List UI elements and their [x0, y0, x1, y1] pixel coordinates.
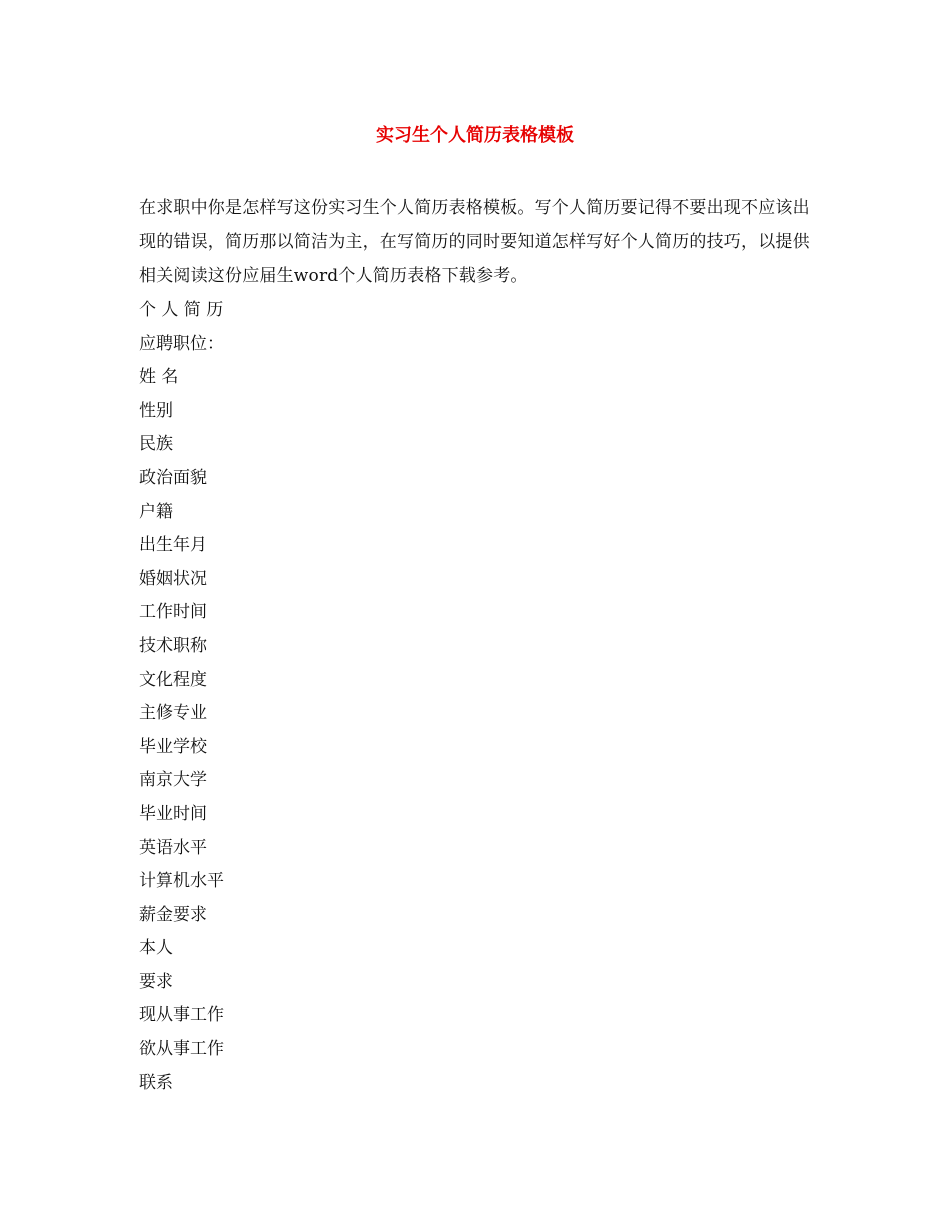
list-item: 政治面貌	[139, 467, 207, 488]
list-item: 欲从事工作	[139, 1039, 224, 1060]
list-item: 文化程度	[139, 669, 207, 690]
resume-field-list	[139, 294, 224, 1100]
list-item: 技术职称	[139, 635, 207, 656]
list-item: 南京大学	[139, 770, 207, 791]
list-item: 毕业学校	[139, 736, 207, 757]
list-item: 联系	[139, 1072, 173, 1093]
list-item: 姓 名	[139, 367, 179, 388]
document-title: 实习生个人简历表格模板	[376, 125, 574, 146]
list-item: 英语水平	[139, 837, 207, 858]
list-item: 本人	[139, 938, 173, 959]
list-item: 工作时间	[139, 602, 207, 623]
list-item: 要求	[139, 971, 173, 992]
list-item: 薪金要求	[139, 904, 207, 925]
list-item: 出生年月	[139, 535, 207, 556]
intro-paragraph: 在求职中你是怎样写这份实习生个人简历表格模板。写个人简历要记得不要出现不应该出现的错误，简历那以简洁为主，在写简历的同时要知道怎样写好个人简历的技巧，以提供相关阅读这份应届生word个人简历表格下载参考。	[139, 198, 810, 286]
list-item: 毕业时间	[139, 803, 207, 824]
list-item: 主修专业	[139, 703, 207, 724]
list-item: 民族	[139, 434, 173, 455]
list-item: 个 人 简 历	[139, 300, 224, 320]
list-item: 应聘职位：	[139, 333, 224, 354]
list-item: 计算机水平	[139, 871, 224, 892]
list-item: 户籍	[139, 501, 173, 522]
list-item: 现从事工作	[139, 1005, 224, 1026]
list-item: 婚姻状况	[139, 568, 207, 589]
list-item: 性别	[139, 400, 173, 421]
